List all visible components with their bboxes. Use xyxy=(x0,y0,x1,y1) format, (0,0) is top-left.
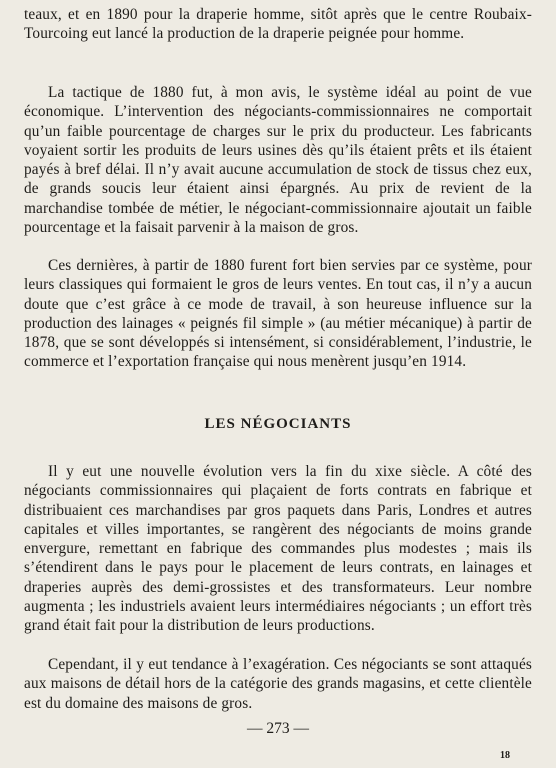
paragraph-3: Ces dernières, à partir de 1880 furent fort bien servies par ce système, pour leurs classiques qui formaient le gros de leurs ventes. En tout cas, il n’y a aucun doute que c’est grâce à ce mode de travail, à son heureuse influence sur la production des lainages « peignés fil simple » (au métier mécanique) à partir de 1878, que se sont développés si intensément, si considérablement, l’industrie, le commerce et l’exportation française qui nous menèrent jusqu’en 1914. xyxy=(24,257,532,371)
paragraph-2: La tactique de 1880 fut, à mon avis, le système idéal au point de vue économique. L’intervention des négociants-commissionnaires ne comportait qu’un faible pourcentage de charges sur le prix du producteur. Les fabricants voyaient sortir les produits de leurs usines dès qu’ils étaient prêts et ils étaient payés à bref délai. Il n’y avait aucune accumulation de stock de tissus chez eux, de grands soucis leur étaient ainsi épargnés. Au prix de revient de la marchandise tombée de métier, le négociant-commissionnaire ajoutait un faible pourcentage et la faisait parvenir à la maison de gros. xyxy=(24,84,532,237)
paragraph-1: teaux, et en 1890 pour la draperie homme, sitôt après que le centre Roubaix-Tourcoing eut lancé la production de la draperie peignée pour homme. xyxy=(24,6,532,43)
page-number: — 273 — xyxy=(247,720,309,737)
section-heading: LES NÉGOCIANTS xyxy=(204,416,352,432)
paragraph-5: Cependant, il y eut tendance à l’exagération. Ces négociants se sont attaqués aux maisons de détail hors de la catégorie des grands magasins, et cette clientèle est du domaine des maisons de gros. xyxy=(24,656,532,712)
paragraph-4: Il y eut une nouvelle évolution vers la fin du xixe siècle. A côté des négociants commissionnaires qui plaçaient de forts contrats en fabrique et distribuaient ces marchandises par gros paquets dans Paris, Londres et autres capitales et villes importantes, se rangèrent des négociants de moins grande envergure, remettant en fabrique des commandes plus modestes ; mais ils s’étendirent dans le pays pour le placement de leurs contrats, en lainages et draperies auprès des demi-grossistes et des transformateurs. Leur nombre augmenta ; les industriels avaient leurs intermédiaires négociants ; un effort très grand était fait pour la distribution de leurs productions. xyxy=(24,463,532,635)
printer-signature-mark: 18 xyxy=(500,750,510,761)
